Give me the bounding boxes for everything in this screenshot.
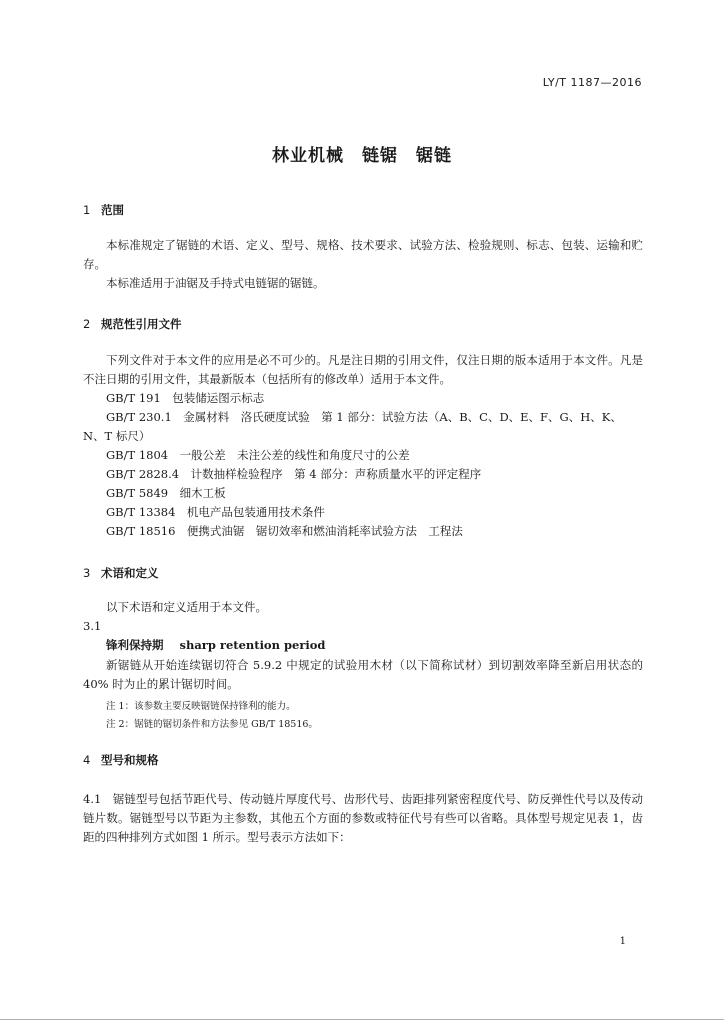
reference-item: GB/T 18516 便携式油锯 锯切效率和燃油消耗率试验方法 工程法 xyxy=(106,524,463,538)
section-number: 4 xyxy=(83,753,91,767)
standard-code: LY/T 1187—2016 xyxy=(542,76,642,89)
models-paragraph xyxy=(83,790,643,847)
section-title: 术语和定义 xyxy=(101,566,159,580)
note-1: 注 1：该参数主要反映锯链保持锋利的能力。 xyxy=(106,701,296,712)
section-number: 1 xyxy=(83,203,91,217)
normative-refs-intro: 下列文件对于本文件的应用是必不可少的。凡是注日期的引用文件，仅注日期的版本适用于本文件。凡是不注日期的引用文件，其最新版本（包括所有的修改单）适用于本文件。 xyxy=(83,353,643,386)
clause-number: 4.1 xyxy=(83,792,102,806)
clause-number: 3.1 xyxy=(83,619,102,633)
term-english: sharp retention period xyxy=(179,638,326,652)
reference-item: GB/T 230.1 金属材料 洛氏硬度试验 第 1 部分：试验方法（A、B、C、D、E、F、G、H、K、N、T 标尺） xyxy=(83,410,622,443)
note-2: 注 2：锯链的锯切条件和方法参见 GB/T 18516。 xyxy=(106,719,318,730)
section-number: 3 xyxy=(83,566,91,580)
term-chinese: 锋利保持期 xyxy=(106,638,164,652)
bottom-divider xyxy=(0,1019,724,1020)
reference-item: GB/T 1804 一般公差 未注公差的线性和角度尺寸的公差 xyxy=(106,448,410,462)
term-definition: 新锯链从开始连续锯切符合 5.9.2 中规定的试验用木材（以下简称试材）到切割效率降至新启用状态的 40% 时为止的累计锯切时间。 xyxy=(83,658,643,691)
terms-intro: 以下术语和定义适用于本文件。 xyxy=(106,600,267,614)
section-heading-2 xyxy=(83,316,182,332)
reference-item: GB/T 13384 机电产品包装通用技术条件 xyxy=(106,505,325,519)
reference-item: GB/T 191 包装储运图示标志 xyxy=(106,391,265,405)
reference-item: GB/T 5849 细木工板 xyxy=(106,486,226,500)
section-title: 型号和规格 xyxy=(101,753,159,767)
section-heading-1 xyxy=(83,202,124,218)
section-heading-3 xyxy=(83,565,159,581)
scope-paragraph-1: 本标准规定了锯链的术语、定义、型号、规格、技术要求、试验方法、检验规则、标志、包装、运输和贮存。 xyxy=(83,238,643,271)
document-title: 林业机械 链锯 锯链 xyxy=(272,146,452,166)
models-text: 锯链型号包括节距代号、传动链片厚度代号、齿形代号、齿距排列紧密程度代号、防反弹性代号以及传动链片数。锯链型号以节距为主参数，其他五个方面的参数或特征代号有些可以省略。具体型号规定见表 1，齿距的四种排列方式如图 1 所示。型号表示方法如下： xyxy=(83,792,644,844)
section-heading-4 xyxy=(83,752,159,768)
section-title: 规范性引用文件 xyxy=(101,317,182,331)
reference-item: GB/T 2828.4 计数抽样检验程序 第 4 部分：声称质量水平的评定程序 xyxy=(106,467,482,481)
section-number: 2 xyxy=(83,317,91,331)
scope-paragraph-2: 本标准适用于油锯及手持式电链锯的锯链。 xyxy=(106,276,325,290)
term-heading xyxy=(106,637,325,653)
section-title: 范围 xyxy=(101,203,124,217)
page-number: 1 xyxy=(619,936,626,947)
